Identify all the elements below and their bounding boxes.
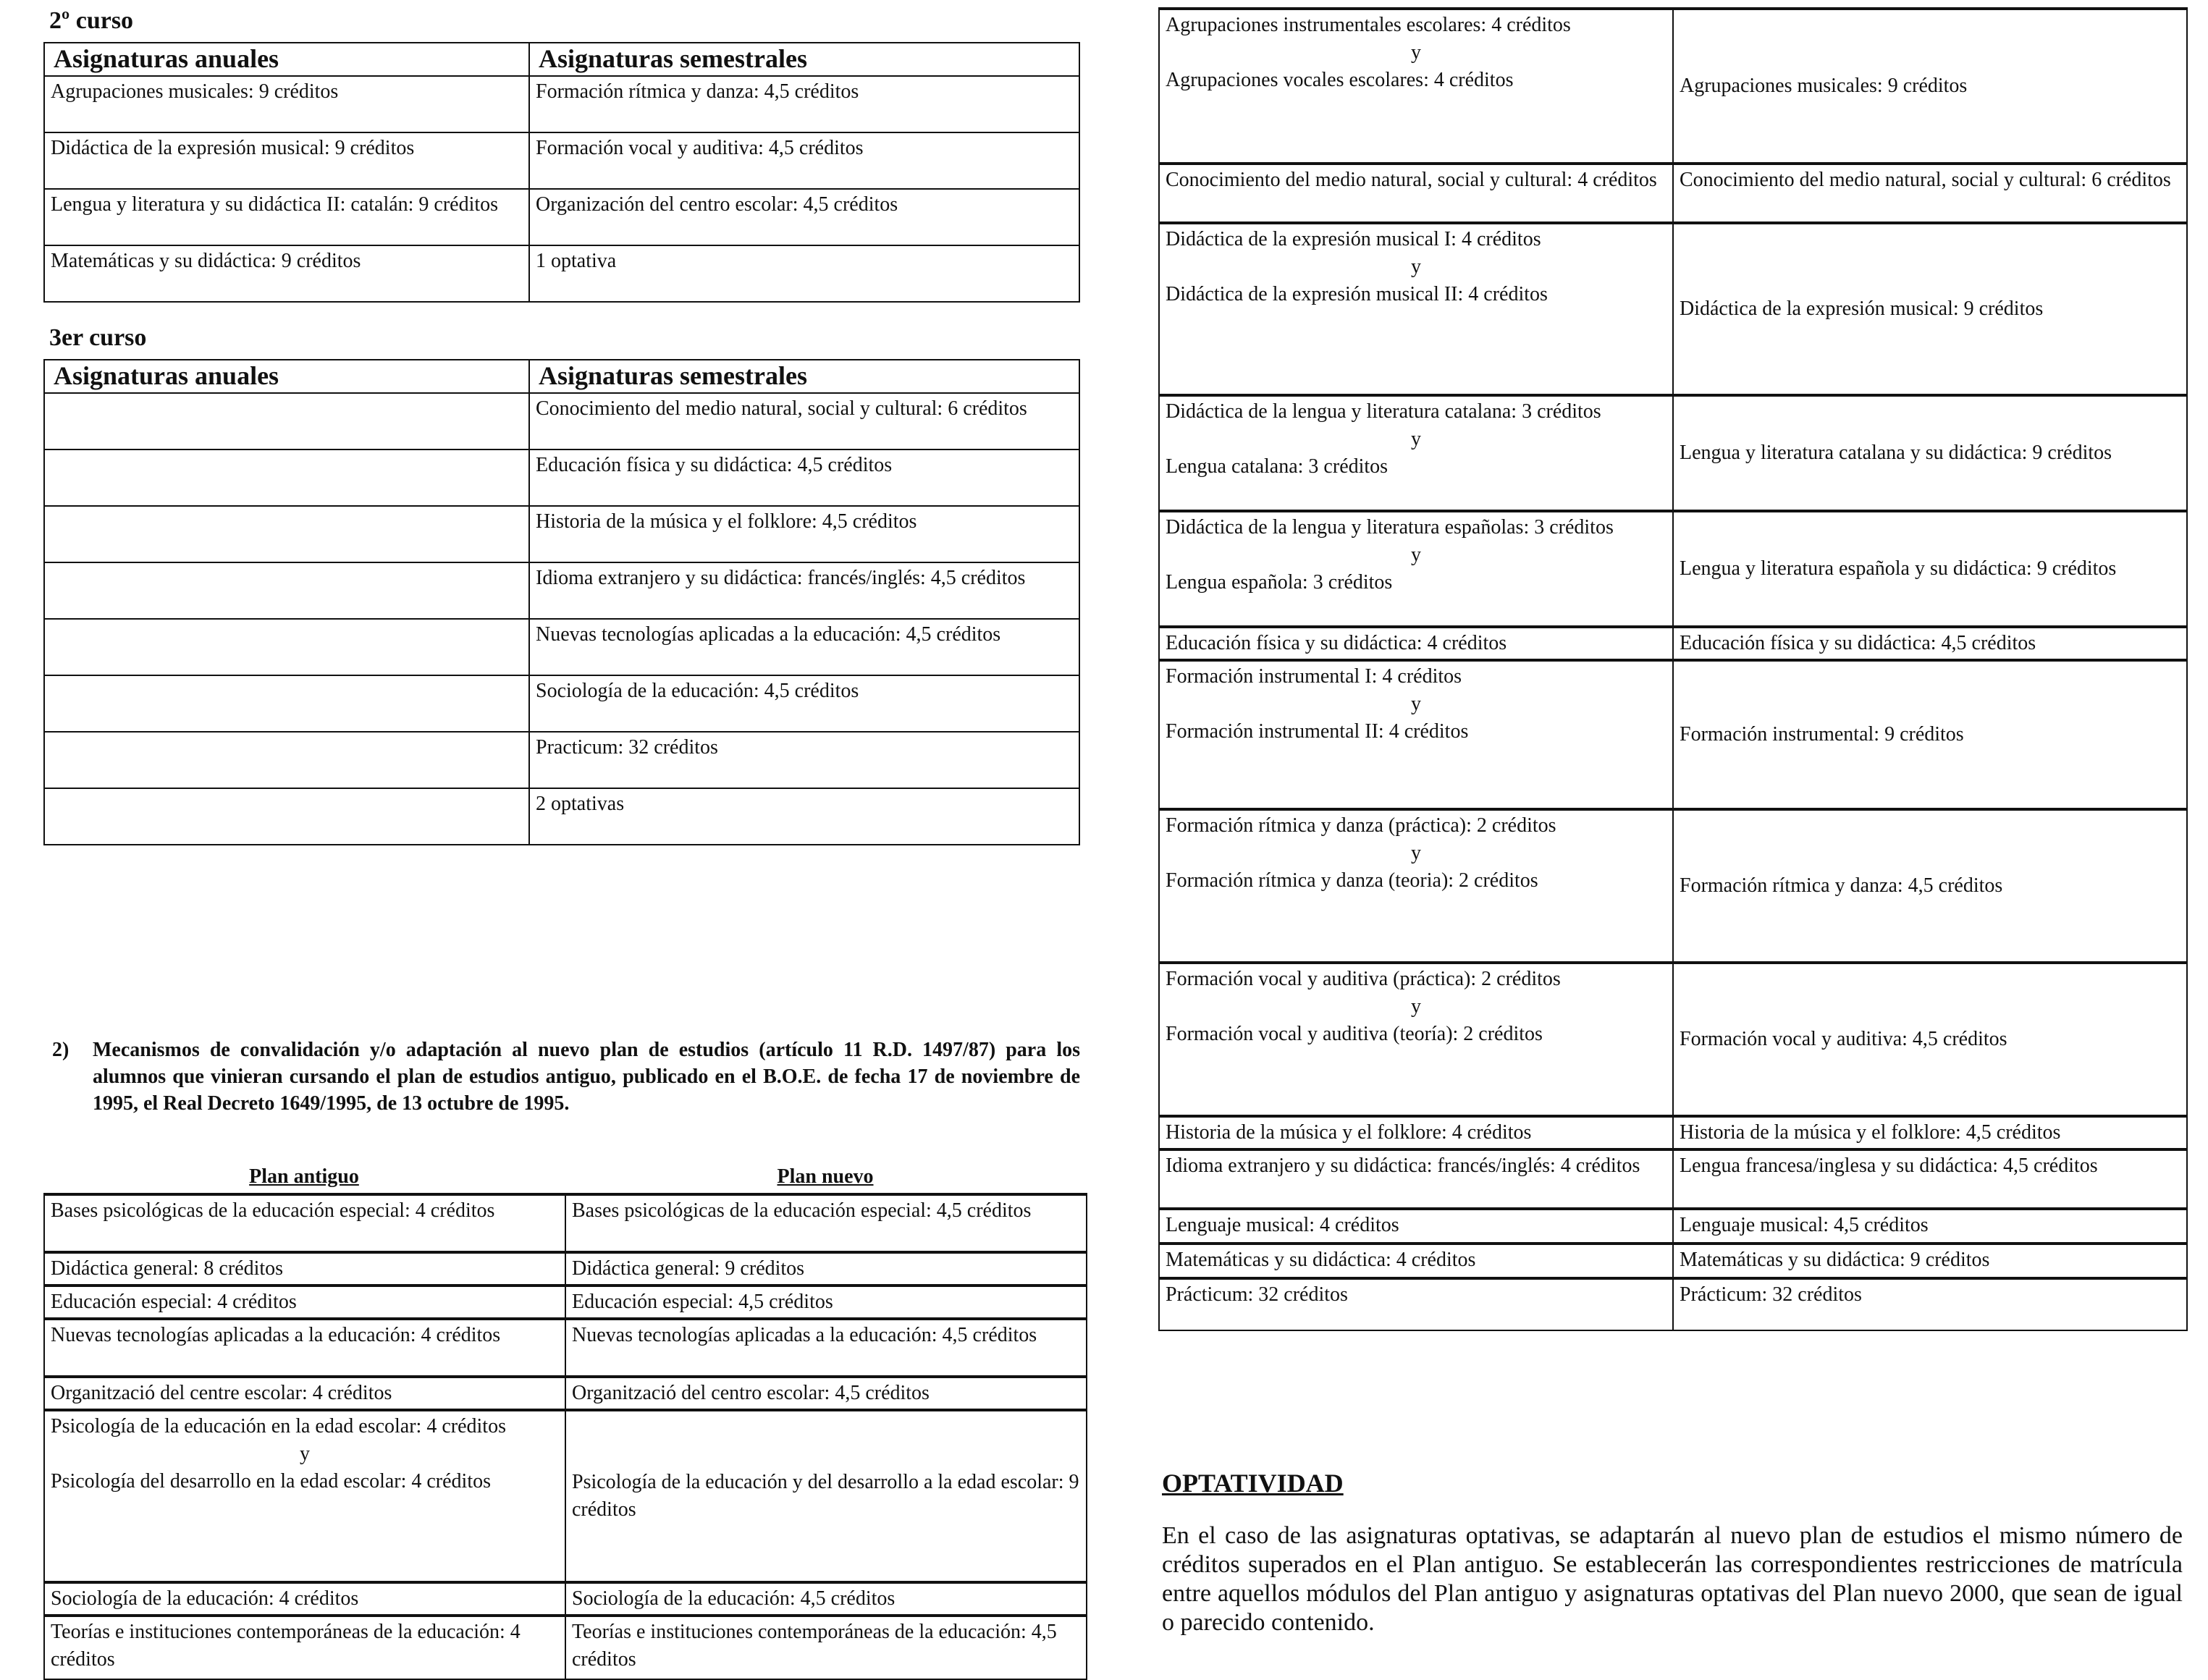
conjunction-y: y: [1411, 544, 1421, 566]
subject-line: Bases psicológicas de la educación especial: 4,5 créditos: [572, 1199, 1032, 1222]
table-row: [44, 132, 1079, 189]
table-row: [44, 393, 1079, 449]
cell-plan-nuevo: [1673, 809, 2187, 963]
cell-plan-antiguo: [44, 1194, 565, 1252]
cell-plan-nuevo: [565, 1286, 1087, 1319]
subject-line: Psicología de la educación y del desarrollo a la edad escolar: 9 créditos: [572, 1471, 1079, 1521]
subject-line: Psicología de la educación en la edad escolar: 4 créditos: [51, 1415, 506, 1438]
cell-plan-nuevo: [565, 1410, 1087, 1582]
col-anuales: Asignaturas anuales: [44, 43, 529, 76]
subject-line: Formación rítmica y danza (teoria): 2 créditos: [1166, 869, 1538, 892]
subject-line: Lengua y literatura catalana y su didáctica: 9 créditos: [1680, 442, 2112, 464]
table-row: [1159, 164, 2187, 223]
subject-line: Educación especial: 4 créditos: [51, 1291, 297, 1313]
cell-semestral: Formación rítmica y danza: 4,5 créditos: [529, 76, 1079, 132]
cell-semestral: Educación física y su didáctica: 4,5 créditos: [529, 449, 1079, 506]
conjunction-y: y: [1411, 41, 1421, 64]
subject-line: Idioma extranjero y su didáctica: francés/inglés: 4 créditos: [1166, 1155, 1640, 1177]
cell-plan-nuevo: [1673, 511, 2187, 627]
col-semestrales: Asignaturas semestrales: [529, 43, 1079, 76]
note-number: 2): [52, 1039, 69, 1061]
subject-line: Formación instrumental: 9 créditos: [1680, 723, 1964, 746]
cell-plan-nuevo: [1673, 1149, 2187, 1209]
table-row: [44, 732, 1079, 788]
subject-line: Lengua española: 3 créditos: [1166, 571, 1393, 594]
cell-anual: Agrupaciones musicales: 9 créditos: [44, 76, 529, 132]
table-row: [44, 1616, 1087, 1679]
subject-line: Agrupaciones musicales: 9 créditos: [1680, 75, 1968, 97]
optatividad-text: En el caso de las asignaturas optativas, se adaptarán al nuevo plan de estudios el mismo número de créditos superados en el Plan antiguo. Se establecerán las correspondientes restricciones de matrícula entre aquellos módulos del Plan antiguo y asignaturas optativas del Plan nuevo 2000, que sean de igual o parecido contenido.: [1162, 1522, 2183, 1636]
curso2-heading: 2º curso: [49, 7, 134, 34]
subject-line: Organització del centre escolar: 4 créditos: [51, 1382, 392, 1404]
subject-line: Didáctica de la expresión musical: 9 créditos: [1680, 297, 2044, 320]
table-row: [44, 1410, 1087, 1582]
cell-anual-empty: [44, 562, 529, 619]
subject-line: Formación vocal y auditiva (teoría): 2 créditos: [1166, 1023, 1543, 1045]
cell-plan-antiguo: [1159, 395, 1673, 511]
subject-line: Historia de la música y el folklore: 4,5 créditos: [1680, 1121, 2061, 1144]
table-row: [1159, 395, 2187, 511]
cell-plan-antiguo: [1159, 223, 1673, 395]
conjunction-y: y: [1411, 256, 1421, 278]
cell-semestral: Idioma extranjero y su didáctica: francés/inglés: 4,5 créditos: [529, 562, 1079, 619]
subject-line: Formación instrumental II: 4 créditos: [1166, 720, 1469, 743]
table-row: [1159, 809, 2187, 963]
subject-line: Didáctica de la expresión musical I: 4 créditos: [1166, 228, 1541, 250]
subject-line: Lengua y literatura española y su didáctica: 9 créditos: [1680, 557, 2117, 580]
cell-plan-antiguo: [1159, 1209, 1673, 1244]
subject-line: Prácticum: 32 créditos: [1680, 1283, 1862, 1306]
cell-plan-nuevo: [1673, 9, 2187, 164]
table-row: [1159, 511, 2187, 627]
cell-plan-nuevo: [565, 1252, 1087, 1286]
cell-plan-nuevo: [565, 1582, 1087, 1616]
subject-line: Formación vocal y auditiva (práctica): 2 créditos: [1166, 968, 1561, 990]
cell-plan-antiguo: [44, 1319, 565, 1377]
col-semestrales: Asignaturas semestrales: [529, 360, 1079, 393]
optatividad-title: OPTATIVIDAD: [1162, 1469, 1344, 1498]
cell-plan-nuevo: [565, 1377, 1087, 1410]
cell-plan-antiguo: [44, 1616, 565, 1679]
conjunction-y: y: [1411, 842, 1421, 864]
table-row: [1159, 1116, 2187, 1149]
table-row: [44, 1252, 1087, 1286]
subject-line: Psicología del desarrollo en la edad escolar: 4 créditos: [51, 1470, 492, 1493]
subject-line: Formación rítmica y danza: 4,5 créditos: [1680, 874, 2003, 897]
subject-line: Teorías e instituciones contemporáneas de la educación: 4 créditos: [51, 1621, 521, 1671]
table-row: [44, 1194, 1087, 1252]
table-row: [44, 1377, 1087, 1410]
cell-plan-nuevo: [1673, 164, 2187, 223]
table-row: [44, 245, 1079, 302]
cell-semestral: Conocimiento del medio natural, social y cultural: 6 créditos: [529, 393, 1079, 449]
table-row: [44, 506, 1079, 562]
cell-semestral: 2 optativas: [529, 788, 1079, 845]
subject-line: Didáctica de la lengua y literatura españolas: 3 créditos: [1166, 516, 1614, 539]
table-row: [44, 189, 1079, 245]
subject-line: Lengua catalana: 3 créditos: [1166, 455, 1389, 478]
conjunction-y: y: [1411, 693, 1421, 715]
subject-line: Matemáticas y su didáctica: 9 créditos: [1680, 1249, 1990, 1271]
conjunction-y: y: [300, 1443, 310, 1465]
table-row: [44, 562, 1079, 619]
cell-semestral: Historia de la música y el folklore: 4,5 créditos: [529, 506, 1079, 562]
subject-line: Bases psicológicas de la educación especial: 4 créditos: [51, 1199, 495, 1222]
cell-plan-antiguo: [1159, 660, 1673, 809]
table-row: [44, 1582, 1087, 1616]
cell-plan-nuevo: [1673, 1278, 2187, 1330]
cell-semestral: Sociología de la educación: 4,5 créditos: [529, 675, 1079, 732]
header-plan-nuevo: Plan nuevo: [777, 1165, 874, 1188]
conjunction-y: y: [1411, 428, 1421, 450]
note-text: Mecanismos de convalidación y/o adaptación al nuevo plan de estudios (artículo 11 R.D. 1497/87) para los alumnos que vinieran cursando el plan de estudios antiguo, publicado en el B.O.E. de fecha 17 de noviembre de 1995, el Real Decreto 1649/1995, de 13 octubre de 1995.: [93, 1039, 1080, 1115]
cell-anual: Didáctica de la expresión musical: 9 créditos: [44, 132, 529, 189]
header-plan-antiguo: Plan antiguo: [249, 1165, 359, 1188]
mecanismos-note: [52, 1037, 1080, 1117]
curso3-heading: 3er curso: [49, 324, 147, 351]
cell-anual: Matemáticas y su didáctica: 9 créditos: [44, 245, 529, 302]
subject-line: Organització del centro escolar: 4,5 créditos: [572, 1382, 930, 1404]
cell-semestral: Practicum: 32 créditos: [529, 732, 1079, 788]
cell-plan-nuevo: [1673, 1244, 2187, 1278]
cell-plan-nuevo: [1673, 627, 2187, 660]
subject-line: Lenguaje musical: 4 créditos: [1166, 1214, 1399, 1236]
subject-line: Agrupaciones vocales escolares: 4 créditos: [1166, 69, 1514, 91]
subject-line: Agrupaciones instrumentales escolares: 4 créditos: [1166, 14, 1571, 36]
table-row: [1159, 1209, 2187, 1244]
cell-plan-antiguo: [44, 1410, 565, 1582]
curso3-table: [43, 359, 1080, 845]
cell-plan-antiguo: [1159, 963, 1673, 1116]
cell-anual: Lengua y literatura y su didáctica II: catalán: 9 créditos: [44, 189, 529, 245]
subject-line: Sociología de la educación: 4 créditos: [51, 1587, 359, 1610]
table-row: [44, 675, 1079, 732]
equivalencias-right-table: [1158, 7, 2188, 1331]
table-row: [1159, 1278, 2187, 1330]
cell-plan-nuevo: [1673, 660, 2187, 809]
table-row: [1159, 963, 2187, 1116]
table-row: [1159, 223, 2187, 395]
subject-line: Didáctica de la lengua y literatura catalana: 3 créditos: [1166, 400, 1601, 423]
cell-plan-nuevo: [565, 1319, 1087, 1377]
subject-line: Lenguaje musical: 4,5 créditos: [1680, 1214, 1929, 1236]
cell-plan-antiguo: [1159, 627, 1673, 660]
cell-plan-antiguo: [44, 1286, 565, 1319]
subject-line: Sociología de la educación: 4,5 créditos: [572, 1587, 896, 1610]
table-row: [44, 449, 1079, 506]
cell-plan-antiguo: [44, 1252, 565, 1286]
col-anuales: Asignaturas anuales: [44, 360, 529, 393]
table-row: [1159, 660, 2187, 809]
subject-line: Matemáticas y su didáctica: 4 créditos: [1166, 1249, 1476, 1271]
cell-anual-empty: [44, 506, 529, 562]
cell-plan-antiguo: [1159, 511, 1673, 627]
cell-plan-nuevo: [1673, 223, 2187, 395]
cell-plan-antiguo: [1159, 1149, 1673, 1209]
table-row: [1159, 9, 2187, 164]
subject-line: Conocimiento del medio natural, social y cultural: 6 créditos: [1680, 169, 2171, 191]
cell-anual-empty: [44, 393, 529, 449]
subject-line: Didáctica de la expresión musical II: 4 créditos: [1166, 283, 1548, 305]
subject-line: Prácticum: 32 créditos: [1166, 1283, 1348, 1306]
curso2-table: [43, 42, 1080, 303]
subject-line: Formación instrumental I: 4 créditos: [1166, 665, 1462, 688]
cell-plan-antiguo: [1159, 164, 1673, 223]
cell-plan-antiguo: [44, 1377, 565, 1410]
subject-line: Educación física y su didáctica: 4,5 créditos: [1680, 632, 2036, 654]
cell-plan-nuevo: [565, 1194, 1087, 1252]
subject-line: Conocimiento del medio natural, social y cultural: 4 créditos: [1166, 169, 1657, 191]
subject-line: Didáctica general: 9 créditos: [572, 1257, 805, 1280]
cell-plan-antiguo: [1159, 9, 1673, 164]
subject-line: Historia de la música y el folklore: 4 créditos: [1166, 1121, 1532, 1144]
cell-anual-empty: [44, 675, 529, 732]
cell-anual-empty: [44, 619, 529, 675]
cell-anual-empty: [44, 732, 529, 788]
table-row: [44, 619, 1079, 675]
cell-semestral: Formación vocal y auditiva: 4,5 créditos: [529, 132, 1079, 189]
subject-line: Educación especial: 4,5 créditos: [572, 1291, 833, 1313]
subject-line: Formación vocal y auditiva: 4,5 créditos: [1680, 1028, 2007, 1050]
cell-plan-antiguo: [1159, 1278, 1673, 1330]
cell-plan-antiguo: [1159, 1244, 1673, 1278]
cell-plan-antiguo: [44, 1582, 565, 1616]
cell-semestral: 1 optativa: [529, 245, 1079, 302]
table-row: [44, 1286, 1087, 1319]
cell-plan-antiguo: [1159, 1116, 1673, 1149]
cell-anual-empty: [44, 449, 529, 506]
cell-semestral: Organización del centro escolar: 4,5 créditos: [529, 189, 1079, 245]
cell-plan-nuevo: [1673, 1209, 2187, 1244]
subject-line: Teorías e instituciones contemporáneas de la educación: 4,5 créditos: [572, 1621, 1057, 1671]
table-row: [1159, 1244, 2187, 1278]
subject-line: Formación rítmica y danza (práctica): 2 créditos: [1166, 814, 1556, 837]
subject-line: Lengua francesa/inglesa y su didáctica: 4,5 créditos: [1680, 1155, 2098, 1177]
cell-plan-nuevo: [1673, 395, 2187, 511]
equivalencias-left-table: [43, 1193, 1087, 1680]
table-row: [44, 1319, 1087, 1377]
cell-plan-nuevo: [565, 1616, 1087, 1679]
subject-line: Nuevas tecnologías aplicadas a la educación: 4 créditos: [51, 1324, 501, 1346]
cell-anual-empty: [44, 788, 529, 845]
cell-plan-nuevo: [1673, 1116, 2187, 1149]
table-row: [44, 788, 1079, 845]
table-row: [1159, 627, 2187, 660]
subject-line: Educación física y su didáctica: 4 créditos: [1166, 632, 1507, 654]
table-row: [44, 76, 1079, 132]
subject-line: Nuevas tecnologías aplicadas a la educación: 4,5 créditos: [572, 1324, 1037, 1346]
table-row: [1159, 1149, 2187, 1209]
conjunction-y: y: [1411, 995, 1421, 1018]
cell-plan-nuevo: [1673, 963, 2187, 1116]
cell-semestral: Nuevas tecnologías aplicadas a la educación: 4,5 créditos: [529, 619, 1079, 675]
cell-plan-antiguo: [1159, 809, 1673, 963]
subject-line: Didáctica general: 8 créditos: [51, 1257, 284, 1280]
